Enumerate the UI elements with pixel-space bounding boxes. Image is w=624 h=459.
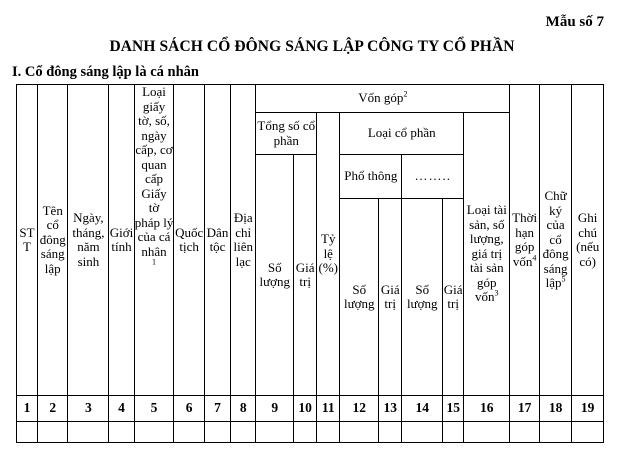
header-gender: Giới tính [109,85,134,396]
column-number: 9 [256,396,294,422]
column-number: 8 [231,396,256,422]
column-number: 11 [317,396,340,422]
header-total-quantity: Số lượng [256,155,294,396]
header-dob: Ngày, tháng, năm sinh [68,85,109,396]
header-other-quantity: Số lượng [402,199,443,396]
header-nationality: Quốc tịch [174,85,204,396]
column-number-row [17,396,604,422]
header-common-value: Giá trị [379,199,402,396]
page-title: DANH SÁCH CỔ ĐÔNG SÁNG LẬP CÔNG TY CỔ PHẦN [109,38,515,55]
column-number: 3 [68,396,109,422]
column-number: 4 [109,396,134,422]
header-id-document: Loại giấy tờ, số, ngày cấp, cơ quan cấp Giấy tờ pháp lý của cá nhân $^1$ [134,85,174,396]
header-signature: Chữ ký của cổ đông sáng lập$^5$ [539,85,572,396]
column-number: 16 [464,396,510,422]
header-total-shares: Tổng số cổ phần [256,113,317,155]
column-number: 1 [17,396,38,422]
header-other-value: Giá trị [443,199,464,396]
header-common-shares: Phổ thông [340,155,402,199]
empty-data-row [17,422,604,443]
header-total-value: Giá trị [294,155,317,396]
column-number: 17 [510,396,539,422]
header-capital: Vốn góp$^2$ [256,85,510,113]
column-number: 13 [379,396,402,422]
header-notes: Ghi chú (nếu có) [572,85,604,396]
column-number: 14 [402,396,443,422]
header-share-types: Loại cổ phần [340,113,464,155]
column-number: 6 [174,396,204,422]
header-address: Địa chỉ liên lạc [231,85,256,396]
header-name: Tên cổ đông sáng lập [38,85,68,396]
column-number: 19 [572,396,604,422]
column-number: 18 [539,396,572,422]
header-ethnicity: Dân tộc [204,85,230,396]
column-number: 12 [340,396,379,422]
header-other-shares: …….. [402,155,464,199]
column-number: 10 [294,396,317,422]
column-number: 15 [443,396,464,422]
header-ratio: Tỷ lệ (%) [317,113,340,396]
form-number: Mẫu số 7 [545,14,604,30]
column-number: 2 [38,396,68,422]
section-heading: I. Cổ đông sáng lập là cá nhân [12,64,199,80]
column-number: 5 [134,396,174,422]
header-common-quantity: Số lượng [340,199,379,396]
header-stt: STT [17,85,38,396]
shareholder-table [16,84,604,443]
header-asset-type: Loại tài sản, số lượng, giá trị tài sản góp vốn$^3$ [464,113,510,396]
column-number: 7 [204,396,230,422]
header-term: Thời hạn góp vốn$^4$ [510,85,539,396]
